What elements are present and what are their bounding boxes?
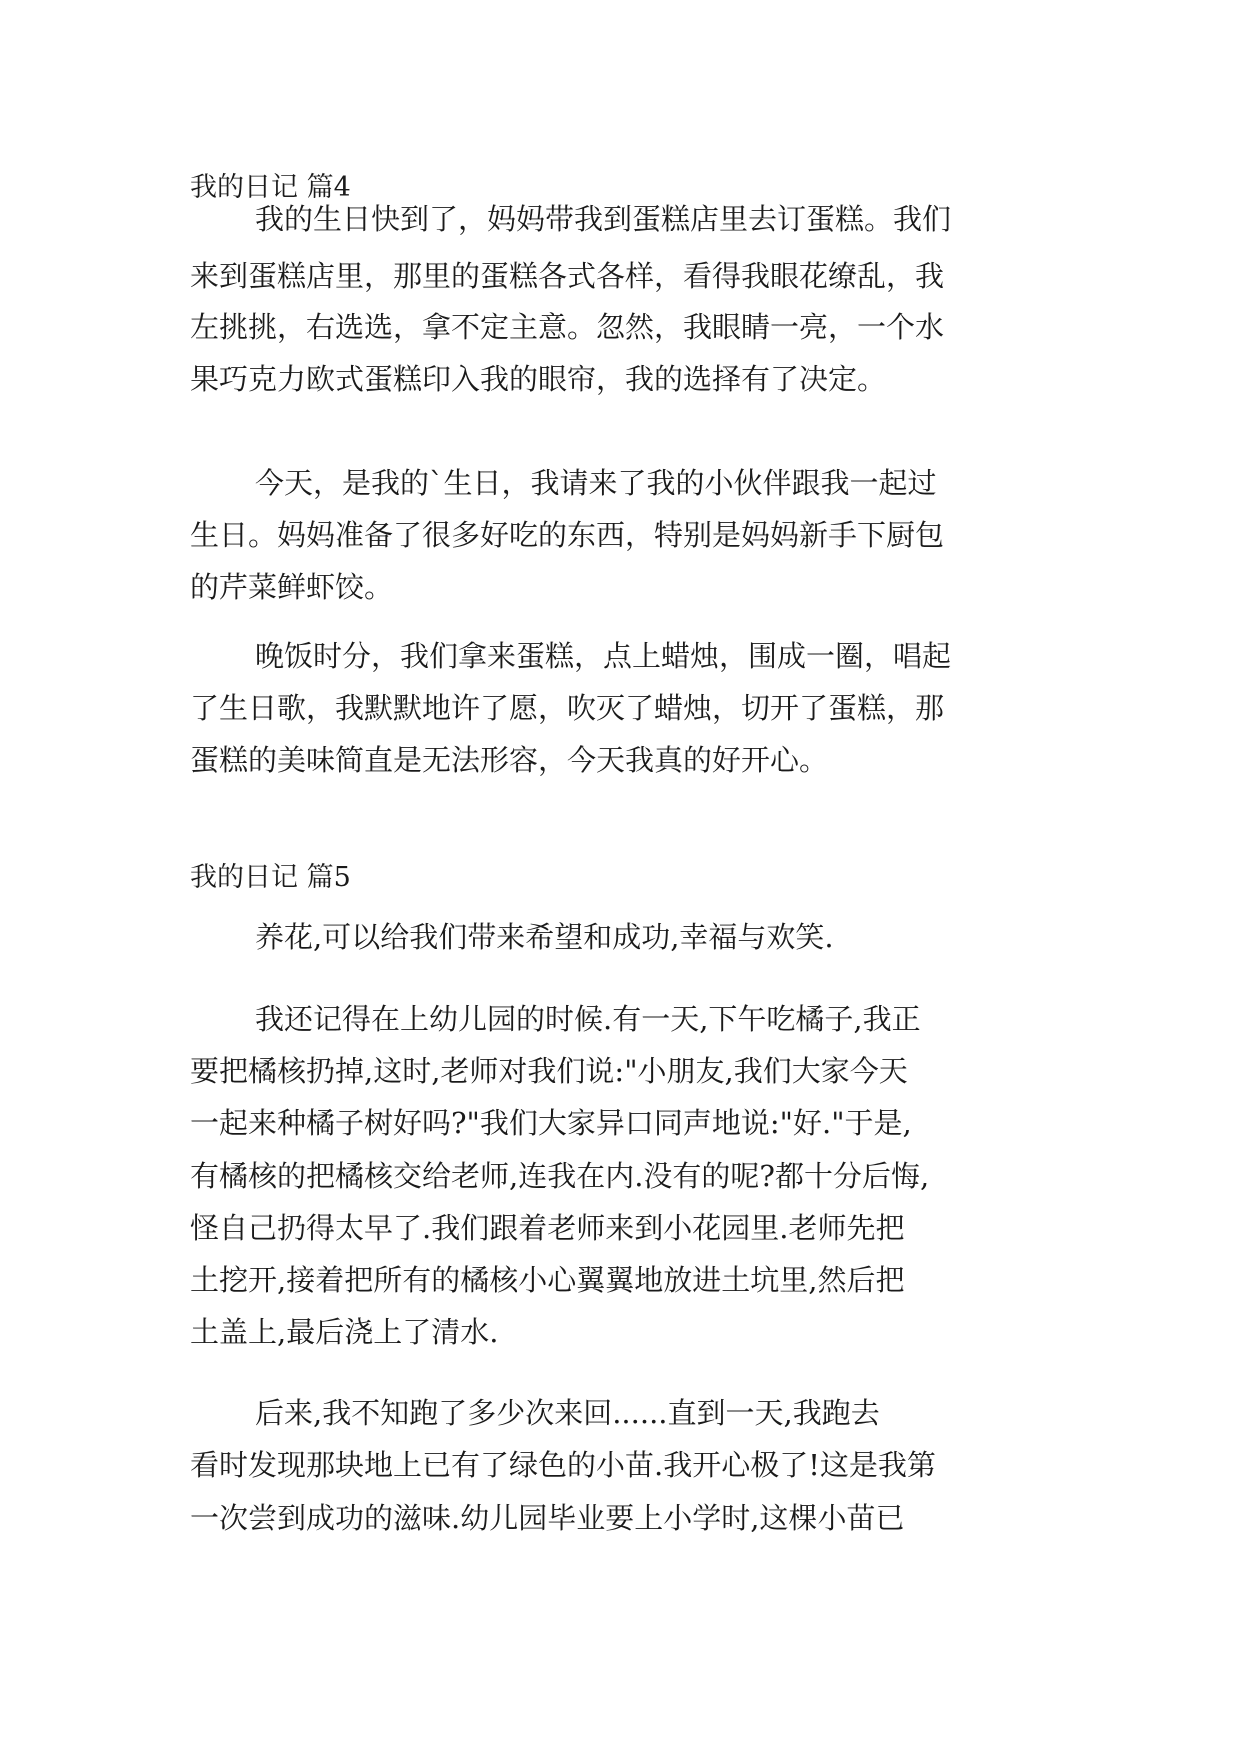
paragraph-line: 一起来种橘子树好吗?"我们大家异口同声地说:"好."于是, <box>190 1106 912 1140</box>
paragraph-line: 生日。妈妈准备了很多好吃的东西，特别是妈妈新手下厨包 <box>190 518 945 552</box>
paragraph-line: 土盖上,最后浇上了清水. <box>190 1315 499 1349</box>
paragraph-line: 要把橘核扔掉,这时,老师对我们说:"小朋友,我们大家今天 <box>190 1054 908 1088</box>
paragraph-line: 怪自己扔得太早了.我们跟着老师来到小花园里.老师先把 <box>190 1211 905 1245</box>
paragraph-line: 养花,可以给我们带来希望和成功,幸福与欢笑. <box>255 920 834 954</box>
paragraph-line: 有橘核的把橘核交给老师,连我在内.没有的呢?都十分后悔, <box>190 1159 930 1193</box>
paragraph-line: 来到蛋糕店里，那里的蛋糕各式各样，看得我眼花缭乱，我 <box>190 259 945 293</box>
paragraph-line: 我还记得在上幼儿园的时候.有一天,下午吃橘子,我正 <box>255 1002 921 1036</box>
paragraph-line: 一次尝到成功的滋味.幼儿园毕业要上小学时,这棵小苗已 <box>190 1501 905 1535</box>
section-heading: 我的日记 篇5 <box>190 862 351 893</box>
paragraph-line: 晚饭时分，我们拿来蛋糕，点上蜡烛，围成一圈，唱起 <box>255 639 952 673</box>
paragraph-line: 我的生日快到了，妈妈带我到蛋糕店里去订蛋糕。我们 <box>255 202 952 236</box>
paragraph-line: 看时发现那块地上已有了绿色的小苗.我开心极了!这是我第 <box>190 1448 936 1482</box>
paragraph-line: 果巧克力欧式蛋糕印入我的眼帘，我的选择有了决定。 <box>190 362 887 396</box>
paragraph-line: 土挖开,接着把所有的橘核小心翼翼地放进土坑里,然后把 <box>190 1263 905 1297</box>
section-heading: 我的日记 篇4 <box>190 172 351 203</box>
paragraph-line: 今天，是我的`生日，我请来了我的小伙伴跟我一起过 <box>255 466 937 500</box>
paragraph-line: 后来,我不知跑了多少次来回......直到一天,我跑去 <box>255 1396 880 1430</box>
paragraph-line: 了生日歌，我默默地许了愿，吹灭了蜡烛，切开了蛋糕，那 <box>190 691 945 725</box>
paragraph-line: 蛋糕的美味简直是无法形容，今天我真的好开心。 <box>190 743 829 777</box>
paragraph-line: 左挑挑，右选选，拿不定主意。忽然，我眼睛一亮，一个水 <box>190 310 945 344</box>
paragraph-line: 的芹菜鲜虾饺。 <box>190 570 394 604</box>
